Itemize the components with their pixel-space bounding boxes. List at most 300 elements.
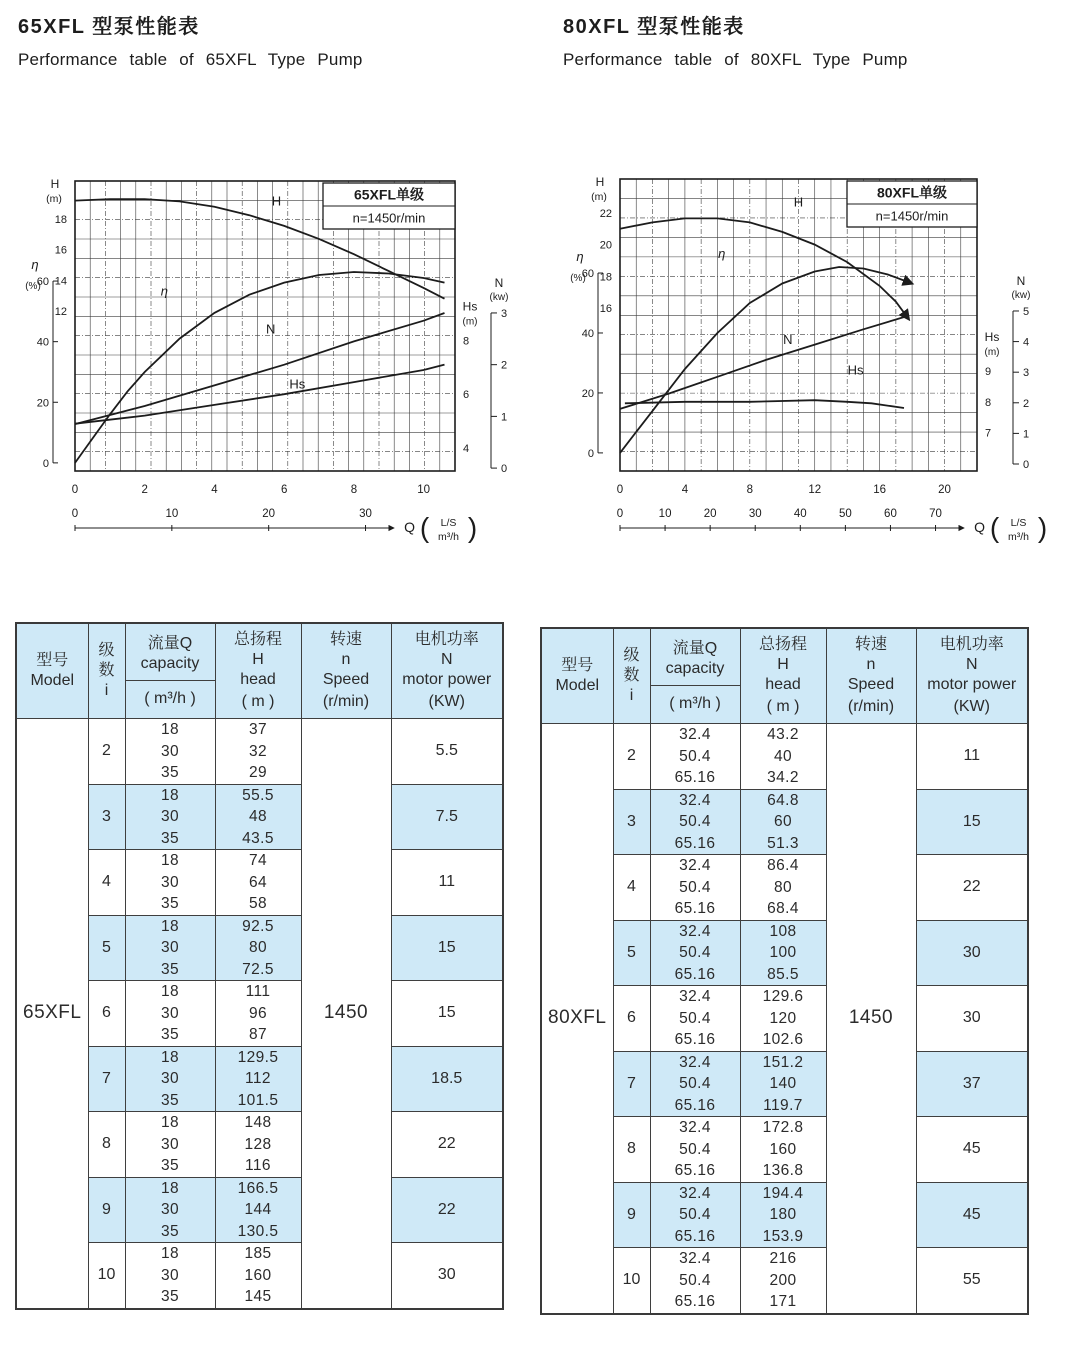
n-tick-label: 0 bbox=[501, 463, 508, 476]
motor-power-cell: 55 bbox=[916, 1248, 1028, 1314]
hs-tick-label: 6 bbox=[463, 389, 470, 402]
head-cell bbox=[215, 719, 301, 785]
capacity-cell bbox=[650, 1182, 740, 1248]
stage-count-cell: 9 bbox=[613, 1182, 650, 1248]
capacity-cell bbox=[650, 1248, 740, 1314]
capacity-cell bbox=[650, 789, 740, 855]
hs-tick-label: 7 bbox=[985, 427, 992, 440]
stage-count-cell: 2 bbox=[613, 724, 650, 790]
pump-stage-row bbox=[541, 1051, 1028, 1117]
pump-curve-svg bbox=[555, 166, 1065, 543]
stage-count-cell: 5 bbox=[88, 915, 125, 981]
x-ls-tick: 6 bbox=[280, 484, 288, 496]
motor-power-cell: 15 bbox=[916, 789, 1028, 855]
x-ls-tick: 8 bbox=[350, 484, 358, 496]
h-tick-label: 14 bbox=[54, 275, 67, 288]
curve-eta bbox=[75, 272, 445, 463]
x-m3h-tick: 0 bbox=[616, 508, 624, 520]
value: 50.4 bbox=[679, 944, 711, 961]
hs-tick-label: 8 bbox=[463, 335, 470, 348]
capacity-en: capacity bbox=[665, 659, 725, 677]
head-unit: ( m ) bbox=[241, 693, 275, 710]
value: 32 bbox=[248, 742, 268, 760]
pump-stage-row bbox=[541, 855, 1028, 921]
value: 30 bbox=[160, 1004, 180, 1022]
pump-stage-row bbox=[541, 920, 1028, 986]
chart-title-box bbox=[847, 181, 977, 227]
curve-N bbox=[75, 313, 445, 424]
x-ls-tick: 10 bbox=[417, 484, 431, 496]
value: 30 bbox=[160, 939, 180, 956]
n-tick-label: 3 bbox=[1023, 367, 1030, 380]
value: 32.4 bbox=[679, 857, 711, 874]
stages-zh1: 级 bbox=[98, 642, 115, 659]
value: 96 bbox=[248, 1004, 268, 1022]
value: 37 bbox=[248, 721, 268, 738]
value: 65.16 bbox=[674, 900, 716, 917]
header-row bbox=[541, 628, 1028, 724]
chart-text: m³/h bbox=[1008, 531, 1030, 543]
x-ls-tick: 16 bbox=[873, 484, 887, 496]
capacity-cell bbox=[125, 719, 215, 785]
stage-count-cell: 4 bbox=[88, 850, 125, 916]
x-ls-tick: 12 bbox=[808, 484, 822, 496]
head-cell bbox=[215, 1046, 301, 1112]
motor-power-cell: 30 bbox=[916, 920, 1028, 986]
value: 30 bbox=[160, 1266, 180, 1284]
value: 50.4 bbox=[679, 1009, 711, 1027]
curve-N bbox=[620, 316, 909, 409]
chart-text: η bbox=[576, 249, 584, 265]
motor-power-cell: 7.5 bbox=[391, 784, 503, 850]
value: 80 bbox=[773, 878, 793, 896]
value: 65.16 bbox=[674, 769, 716, 786]
x-m3h-tick: 0 bbox=[71, 508, 79, 520]
value: 18 bbox=[160, 983, 180, 1000]
chart-text: m³/h bbox=[438, 531, 460, 543]
capacity-cell bbox=[650, 855, 740, 921]
head-cell bbox=[740, 789, 826, 855]
motor-power-cell: 18.5 bbox=[391, 1046, 503, 1112]
eta-tick-label: 40 bbox=[36, 336, 49, 349]
curve-label: N bbox=[266, 321, 276, 337]
x-m3h-tick: 30 bbox=[748, 508, 762, 520]
chart-text: Hs bbox=[462, 299, 478, 314]
power-sym: N bbox=[440, 651, 453, 668]
value: 18 bbox=[160, 721, 180, 738]
chart-text: (%) bbox=[25, 281, 41, 293]
h-tick-label: 16 bbox=[54, 244, 67, 257]
value: 64.8 bbox=[767, 791, 799, 809]
stage-count-cell: 8 bbox=[88, 1112, 125, 1178]
curve-label: Hs bbox=[847, 362, 864, 378]
curve-Hs bbox=[625, 400, 904, 408]
stages-zh2: 数 bbox=[98, 662, 115, 679]
capacity-cell bbox=[650, 1051, 740, 1117]
value: 87 bbox=[248, 1026, 268, 1043]
x-m3h-tick: 40 bbox=[793, 508, 807, 520]
capacity-cell bbox=[125, 784, 215, 850]
motor-power-cell: 15 bbox=[391, 915, 503, 981]
value: 85.5 bbox=[767, 965, 799, 983]
capacity-cell bbox=[650, 986, 740, 1052]
capacity-cell bbox=[650, 1117, 740, 1183]
x-m3h-tick: 20 bbox=[262, 508, 276, 520]
stage-count-cell: 9 bbox=[88, 1177, 125, 1243]
motor-power-cell: 11 bbox=[391, 850, 503, 916]
h-tick-label: 16 bbox=[599, 303, 612, 316]
x-ls-tick: 8 bbox=[746, 484, 754, 496]
pump-stage-row bbox=[16, 981, 503, 1047]
stage-count-cell: 8 bbox=[613, 1117, 650, 1183]
value: 74 bbox=[248, 852, 268, 869]
value: 30 bbox=[160, 1201, 180, 1218]
value: 160 bbox=[769, 1140, 797, 1158]
model-cell: 65XFL bbox=[16, 719, 88, 1309]
col-header-speed bbox=[301, 623, 391, 719]
value: 60 bbox=[773, 813, 793, 830]
power-en: motor power bbox=[927, 676, 1017, 693]
capacity-cell bbox=[650, 920, 740, 986]
pump-stage-row bbox=[16, 915, 503, 981]
hs-tick-label: 4 bbox=[463, 442, 470, 455]
value: 72.5 bbox=[242, 960, 274, 978]
chart-subtitle: n=1450r/min bbox=[875, 208, 949, 224]
pump-stage-row bbox=[16, 784, 503, 850]
stage-count-cell: 7 bbox=[88, 1046, 125, 1112]
stage-count-cell: 10 bbox=[613, 1248, 650, 1314]
motor-power-cell: 30 bbox=[916, 986, 1028, 1052]
x-m3h-tick: 60 bbox=[884, 508, 897, 520]
chart-text: (kw) bbox=[489, 291, 509, 303]
x-m3h-tick: 70 bbox=[929, 508, 942, 520]
value: 140 bbox=[769, 1075, 797, 1092]
value: 129.6 bbox=[762, 988, 804, 1005]
stage-count-cell: 4 bbox=[613, 855, 650, 921]
power-unit: (KW) bbox=[953, 698, 990, 715]
value: 166.5 bbox=[237, 1179, 279, 1197]
value: 120 bbox=[769, 1009, 797, 1027]
x-ls-tick: 0 bbox=[616, 484, 624, 496]
n-tick-label: 3 bbox=[501, 307, 508, 320]
h-tick-label: 12 bbox=[54, 305, 67, 318]
value: 30 bbox=[160, 742, 180, 760]
title-zh-65xfl: 65XFL 型泵性能表 bbox=[18, 16, 200, 38]
x-m3h-tick: 10 bbox=[165, 508, 179, 520]
value: 55.5 bbox=[242, 786, 274, 804]
motor-power-cell: 22 bbox=[391, 1112, 503, 1178]
speed-zh: 转速 bbox=[329, 631, 362, 648]
value: 180 bbox=[769, 1206, 797, 1223]
capacity-cell bbox=[125, 981, 215, 1047]
power-zh: 电机功率 bbox=[414, 631, 479, 648]
model-zh-label: 型号 bbox=[561, 657, 594, 674]
pump-stage-row bbox=[16, 1046, 503, 1112]
value: 32.4 bbox=[679, 726, 711, 743]
capacity-cell bbox=[125, 1177, 215, 1243]
value: 50.4 bbox=[679, 1206, 711, 1223]
x-m3h-tick: 50 bbox=[838, 508, 852, 520]
capacity-zh: 流量Q bbox=[147, 634, 193, 652]
value: 18 bbox=[160, 1179, 180, 1197]
pump-stage-row bbox=[16, 1112, 503, 1178]
pump-stage-row bbox=[541, 1248, 1028, 1314]
value: 18 bbox=[160, 1048, 180, 1066]
value: 129.5 bbox=[237, 1048, 279, 1066]
value: 128 bbox=[244, 1135, 272, 1153]
stage-count-cell: 3 bbox=[88, 784, 125, 850]
x-ls-tick: 2 bbox=[141, 484, 148, 496]
stage-count-cell: 6 bbox=[613, 986, 650, 1052]
col-header-model bbox=[541, 628, 613, 724]
motor-power-cell: 37 bbox=[916, 1051, 1028, 1117]
value: 50.4 bbox=[679, 1271, 711, 1289]
chart-text: (kw) bbox=[1011, 289, 1031, 301]
n-tick-label: 2 bbox=[501, 359, 508, 372]
col-header-capacity bbox=[650, 628, 740, 724]
value: 18 bbox=[160, 786, 180, 804]
value: 35 bbox=[160, 960, 180, 978]
speed-en: Speed bbox=[322, 671, 370, 688]
model-zh-label: 型号 bbox=[36, 652, 69, 669]
head-cell bbox=[215, 981, 301, 1047]
stage-count-cell: 5 bbox=[613, 920, 650, 986]
head-cell bbox=[740, 1117, 826, 1183]
head-cell bbox=[215, 1243, 301, 1309]
col-header-power bbox=[916, 628, 1028, 724]
speed-en: Speed bbox=[847, 676, 895, 693]
x-m3h-tick: 30 bbox=[359, 508, 372, 520]
stages-i: i bbox=[629, 687, 634, 704]
head-cell bbox=[215, 915, 301, 981]
value: 160 bbox=[244, 1266, 272, 1284]
value: 86.4 bbox=[767, 857, 799, 874]
value: 171 bbox=[769, 1293, 797, 1310]
value: 50.4 bbox=[679, 813, 711, 830]
head-zh: 总扬程 bbox=[758, 636, 807, 653]
pump-stage-row bbox=[541, 789, 1028, 855]
value: 65.16 bbox=[674, 1162, 716, 1179]
n-tick-label: 5 bbox=[1023, 305, 1030, 318]
pump-stage-row bbox=[16, 719, 503, 785]
pump-curve-svg bbox=[25, 166, 530, 543]
value: 32.4 bbox=[679, 922, 711, 940]
stages-zh2: 数 bbox=[623, 667, 640, 684]
h-tick-label: 18 bbox=[54, 213, 67, 226]
eta-tick-label: 60 bbox=[581, 268, 594, 281]
head-cell bbox=[215, 850, 301, 916]
head-zh: 总扬程 bbox=[233, 631, 282, 648]
value: 102.6 bbox=[762, 1031, 804, 1048]
h-tick-label: 22 bbox=[599, 207, 612, 220]
speed-unit: (r/min) bbox=[322, 693, 370, 710]
stage-count-cell: 7 bbox=[613, 1051, 650, 1117]
head-sym: H bbox=[252, 651, 264, 668]
capacity-unit: ( m³/h ) bbox=[126, 680, 215, 709]
stage-count-cell: 6 bbox=[88, 981, 125, 1047]
motor-power-cell: 11 bbox=[916, 724, 1028, 790]
col-header-power bbox=[391, 623, 503, 719]
curve-label: H bbox=[793, 194, 804, 210]
value: 65.16 bbox=[674, 965, 716, 983]
pump-stage-row bbox=[16, 1177, 503, 1243]
col-header-head bbox=[215, 623, 301, 719]
value: 35 bbox=[160, 895, 180, 912]
header-row bbox=[16, 623, 503, 719]
chart-text: H bbox=[50, 177, 60, 191]
value: 80 bbox=[248, 939, 268, 956]
value: 119.7 bbox=[763, 1096, 803, 1114]
head-cell bbox=[215, 784, 301, 850]
head-cell bbox=[740, 724, 826, 790]
value: 64 bbox=[248, 873, 268, 891]
eta-tick-label: 40 bbox=[581, 327, 594, 340]
model-en-label: Model bbox=[555, 677, 600, 694]
x-m3h-tick: 20 bbox=[703, 508, 717, 520]
value: 35 bbox=[160, 1222, 180, 1240]
head-cell bbox=[740, 855, 826, 921]
section-65xfl bbox=[0, 0, 530, 1357]
chart-text: (m) bbox=[462, 316, 478, 328]
value: 68.4 bbox=[767, 900, 799, 917]
value: 151.2 bbox=[762, 1053, 804, 1071]
value: 43.5 bbox=[242, 829, 274, 847]
chart-text: ( bbox=[989, 512, 1000, 543]
section-80xfl bbox=[530, 0, 1060, 1357]
value: 30 bbox=[160, 1070, 180, 1087]
value: 32.4 bbox=[679, 1184, 711, 1202]
value: 136.8 bbox=[762, 1162, 804, 1179]
curve-Hs bbox=[75, 365, 445, 424]
head-cell bbox=[740, 1182, 826, 1248]
value: 35 bbox=[160, 1091, 180, 1109]
chart-text: N bbox=[494, 275, 504, 290]
value: 32.4 bbox=[679, 1119, 711, 1136]
motor-power-cell: 22 bbox=[916, 855, 1028, 921]
capacity-cell bbox=[650, 724, 740, 790]
hs-tick-label: 8 bbox=[985, 396, 992, 409]
motor-power-cell: 22 bbox=[391, 1177, 503, 1243]
capacity-cell bbox=[125, 1112, 215, 1178]
value: 35 bbox=[160, 1026, 180, 1043]
chart-title: 65XFL单级 bbox=[353, 186, 425, 203]
value: 32.4 bbox=[679, 1053, 711, 1071]
motor-power-cell: 15 bbox=[391, 981, 503, 1047]
value: 58 bbox=[248, 895, 268, 912]
head-cell bbox=[740, 1051, 826, 1117]
h-tick-label: 20 bbox=[599, 239, 612, 252]
capacity-cell bbox=[125, 1046, 215, 1112]
chart-text: ( bbox=[419, 512, 430, 543]
value: 145 bbox=[244, 1288, 272, 1305]
value: 50.4 bbox=[679, 1140, 711, 1158]
n-tick-label: 1 bbox=[1023, 428, 1030, 441]
chart-text: L/S bbox=[1010, 517, 1027, 529]
value: 65.16 bbox=[674, 834, 716, 852]
capacity-cell bbox=[125, 850, 215, 916]
chart-title-box bbox=[323, 183, 455, 229]
chart-text: Hs bbox=[984, 329, 1000, 344]
chart-text: H bbox=[595, 175, 605, 189]
speed-zh: 转速 bbox=[854, 636, 887, 653]
curve-label: η bbox=[718, 245, 726, 261]
value: 65.16 bbox=[674, 1293, 716, 1310]
speed-cell: 1450 bbox=[301, 719, 391, 1309]
value: 65.16 bbox=[674, 1227, 716, 1245]
eta-tick-label: 20 bbox=[36, 397, 49, 410]
value: 108 bbox=[769, 922, 797, 940]
pump-stage-row bbox=[541, 1117, 1028, 1183]
value: 92.5 bbox=[242, 917, 274, 935]
value: 148 bbox=[244, 1114, 272, 1131]
head-cell bbox=[215, 1112, 301, 1178]
stage-count-cell: 3 bbox=[613, 789, 650, 855]
value: 185 bbox=[244, 1245, 272, 1262]
chart-subtitle: n=1450r/min bbox=[352, 210, 426, 226]
chart-text: (m) bbox=[46, 193, 62, 205]
curve-label: Hs bbox=[289, 376, 306, 392]
eta-tick-label: 0 bbox=[587, 447, 594, 460]
n-tick-label: 2 bbox=[1023, 397, 1030, 410]
eta-tick-label: 60 bbox=[36, 276, 49, 289]
pump-stage-row bbox=[16, 1243, 503, 1309]
eta-tick-label: 20 bbox=[581, 387, 594, 400]
power-sym: N bbox=[965, 656, 978, 673]
value: 40 bbox=[773, 747, 793, 765]
stages-i: i bbox=[104, 682, 109, 699]
motor-power-cell: 45 bbox=[916, 1117, 1028, 1183]
value: 43.2 bbox=[767, 726, 799, 743]
value: 18 bbox=[160, 852, 180, 869]
n-tick-label: 0 bbox=[1023, 458, 1030, 471]
title-en-80xfl: Performance table of 80XFL Type Pump bbox=[563, 50, 908, 69]
curve-label: H bbox=[271, 193, 282, 209]
col-header-model bbox=[16, 623, 88, 719]
titles-65xfl bbox=[15, 10, 530, 70]
model-en-label: Model bbox=[30, 672, 75, 689]
value: 32.4 bbox=[679, 1250, 711, 1267]
power-en: motor power bbox=[402, 671, 492, 688]
chart-text: (m) bbox=[591, 191, 607, 203]
speed-sym: n bbox=[341, 651, 351, 668]
value: 194.4 bbox=[762, 1184, 804, 1202]
head-en: head bbox=[765, 676, 801, 693]
value: 100 bbox=[769, 944, 797, 961]
value: 35 bbox=[160, 764, 180, 781]
speed-cell: 1450 bbox=[826, 724, 916, 1314]
hs-tick-label: 9 bbox=[985, 365, 992, 378]
head-cell bbox=[740, 986, 826, 1052]
h-tick-label: 18 bbox=[599, 271, 612, 284]
capacity-cell bbox=[125, 1243, 215, 1309]
value: 50.4 bbox=[679, 878, 711, 896]
value: 101.5 bbox=[237, 1091, 279, 1109]
value: 18 bbox=[160, 1245, 180, 1262]
motor-power-cell: 30 bbox=[391, 1243, 503, 1309]
performance-chart-80xfl bbox=[555, 166, 1060, 541]
value: 65.16 bbox=[674, 1096, 716, 1114]
x-m3h-tick: 10 bbox=[658, 508, 672, 520]
performance-table-65xfl bbox=[15, 622, 504, 1310]
curve-label: η bbox=[160, 283, 168, 299]
chart-text: (m) bbox=[984, 346, 1000, 358]
value: 50.4 bbox=[679, 747, 711, 765]
title-en-65xfl: Performance table of 65XFL Type Pump bbox=[18, 50, 363, 69]
head-en: head bbox=[240, 671, 276, 688]
head-sym: H bbox=[777, 656, 789, 673]
power-zh: 电机功率 bbox=[939, 636, 1004, 653]
performance-table-80xfl bbox=[540, 627, 1029, 1315]
